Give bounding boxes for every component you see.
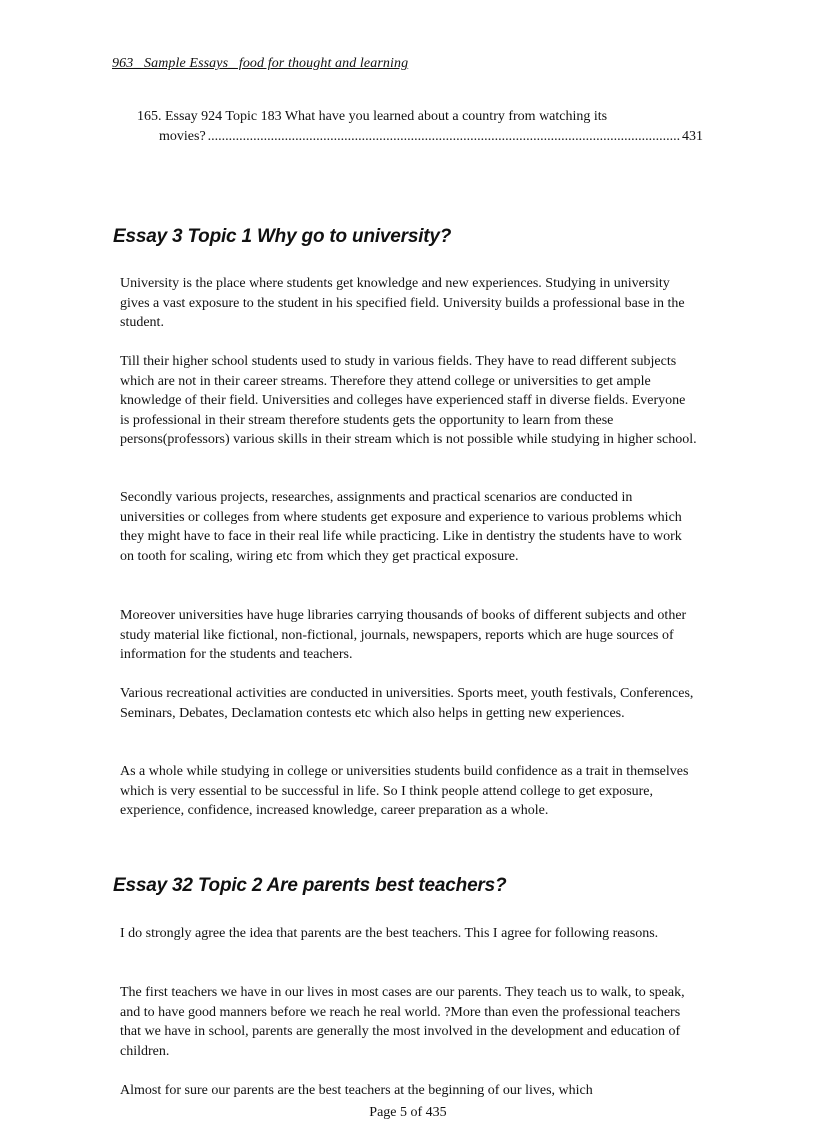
toc-entry-title: 165. Essay 924 Topic 183 What have you learned about a country from watching its bbox=[137, 109, 608, 124]
essay-paragraph: As a whole while studying in college or universities students build confidence as a trait in themselves which is very essential to be successful in life. So I think people attend college to get exposure, experience, confidence, increased knowledge, career preparation as a whole. bbox=[120, 764, 689, 819]
essay-paragraph: Various recreational activities are conducted in universities. Sports meet, youth festivals, Conferences, Seminars, Debates, Declamation contests etc which also helps in getting new experiences. bbox=[120, 686, 694, 721]
essay-paragraph: I do strongly agree the idea that parents are the best teachers. This I agree for following reasons. bbox=[120, 926, 659, 941]
essay-paragraph: The first teachers we have in our lives in most cases are our parents. They teach us to walk, to speak, and to have good manners before we reach he real world. ?More than even the professional teachers that we have in school, parents are generally the most involved in the development and education of children. bbox=[120, 985, 685, 1059]
essay-paragraph: Secondly various projects, researches, assignments and practical scenarios are conducted in universities or colleges from where students get exposure and experience to various problems which they might have to face in their real life while practicing. Like in dentistry the students have to work on tooth for scaling, wiring etc from which they get practical exposure. bbox=[120, 490, 682, 564]
toc-entry-title-end: movies? bbox=[159, 129, 206, 144]
essay-heading: Essay 32 Topic 2 Are parents best teachers? bbox=[113, 875, 507, 896]
page-footer: Page 5 of 435 bbox=[369, 1105, 447, 1120]
toc-entry[interactable] bbox=[137, 107, 703, 147]
essay-paragraph: Moreover universities have huge libraries carrying thousands of books of different subjects and other study material like fictional, non-fictional, journals, newspapers, reports which are huge sources of information for the students and teachers. bbox=[120, 608, 687, 663]
toc-entry-page-number: 431 bbox=[682, 129, 703, 144]
essay-paragraph: Till their higher school students used to study in various fields. They have to read different subjects which are not in their career streams. Therefore they attend college or universities to get ample knowledge of their field. Universities and colleges have experienced staff in diverse fields. Everyone is professional in their stream therefore students gets the opportunity to learn from these persons(professors) various skills in their stream which is not possible while studying in higher school. bbox=[120, 354, 697, 448]
essay-heading: Essay 3 Topic 1 Why go to university? bbox=[113, 226, 452, 247]
running-header: 963_ Sample Essays_ food for thought and learning bbox=[112, 56, 409, 71]
essay-paragraph: Almost for sure our parents are the best teachers at the beginning of our lives, which bbox=[120, 1083, 593, 1098]
essay-paragraph: University is the place where students get knowledge and new experiences. Studying in university gives a vast exposure to the student in his specified field. University builds a professional base in the student. bbox=[120, 276, 685, 331]
toc-entry-continuation bbox=[137, 127, 703, 147]
toc-leader-dots bbox=[208, 127, 680, 147]
